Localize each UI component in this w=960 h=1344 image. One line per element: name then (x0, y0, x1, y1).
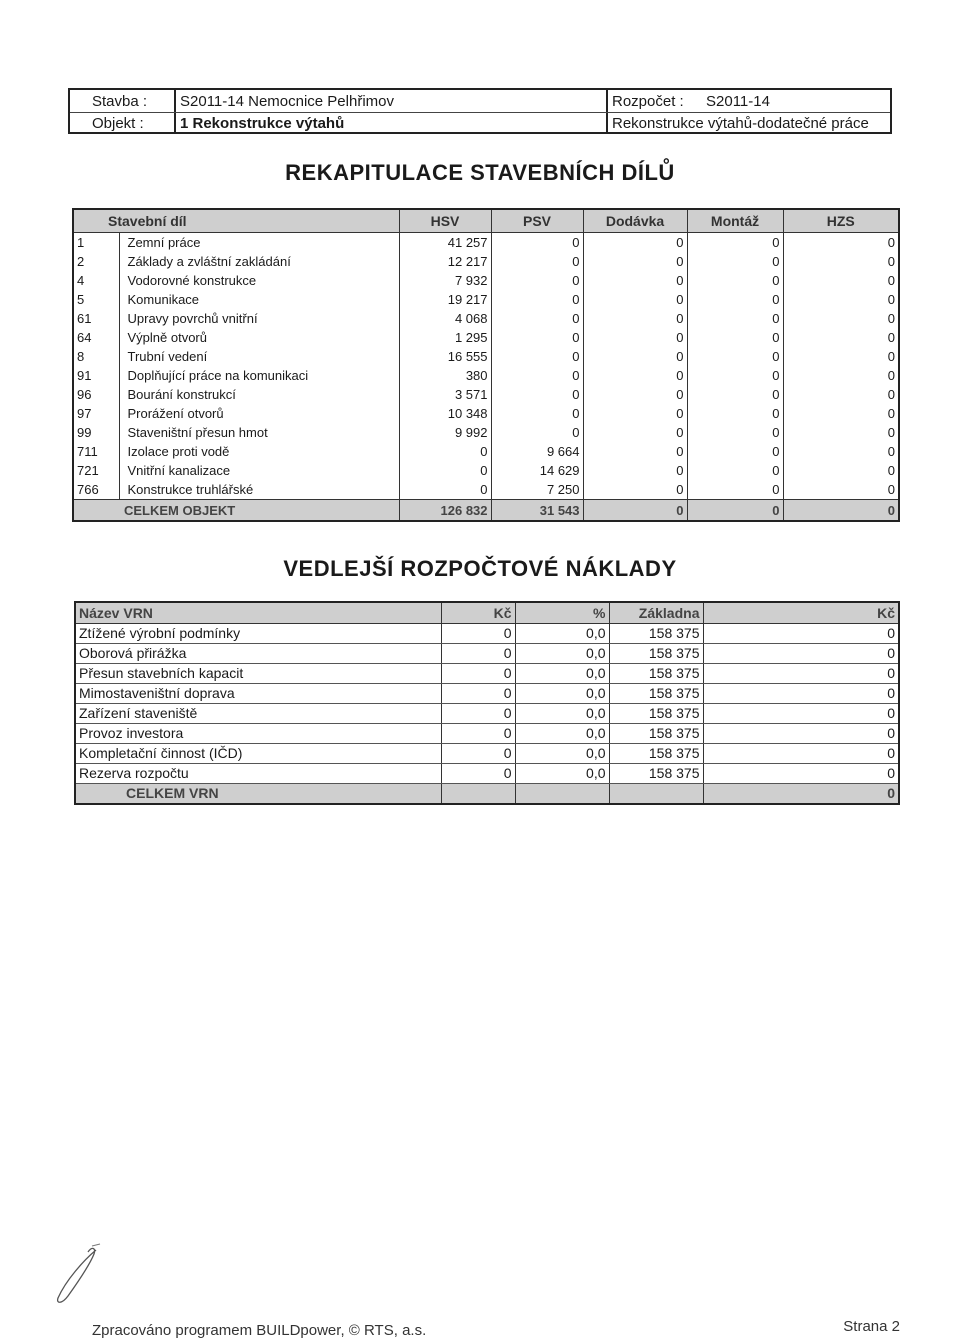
vrn-kc2: 0 (703, 624, 899, 644)
header-divider (174, 90, 176, 132)
objekt-value: 1 Rekonstrukce výtahů (180, 115, 345, 132)
row-dodavka: 0 (583, 423, 687, 442)
row-psv: 0 (491, 271, 583, 290)
row-hzs: 0 (783, 328, 899, 347)
row-montaz: 0 (687, 233, 783, 253)
vrn-zakladna: 158 375 (609, 684, 703, 704)
row-hsv: 380 (399, 366, 491, 385)
row-montaz: 0 (687, 480, 783, 500)
header-rule (70, 112, 890, 113)
vrn-pct: 0,0 (515, 644, 609, 664)
recap-row (73, 328, 899, 347)
row-dodavka: 0 (583, 366, 687, 385)
vrn-kc2: 0 (703, 744, 899, 764)
row-name: Trubní vedení (119, 347, 399, 366)
row-hsv: 10 348 (399, 404, 491, 423)
row-hzs: 0 (783, 385, 899, 404)
row-code: 721 (73, 461, 119, 480)
recap-row (73, 347, 899, 366)
vrn-kc: 0 (441, 664, 515, 684)
row-montaz: 0 (687, 290, 783, 309)
row-psv: 0 (491, 290, 583, 309)
total-hsv: 126 832 (399, 500, 491, 522)
row-hzs: 0 (783, 252, 899, 271)
row-hsv: 1 295 (399, 328, 491, 347)
row-name: Doplňující práce na komunikaci (119, 366, 399, 385)
vrn-table (74, 601, 900, 805)
total-label: CELKEM OBJEKT (73, 500, 399, 522)
row-hsv: 9 992 (399, 423, 491, 442)
total-hzs: 0 (783, 500, 899, 522)
col-header-kc2: Kč (703, 602, 899, 624)
row-psv: 9 664 (491, 442, 583, 461)
vrn-name: Provoz investora (75, 724, 441, 744)
recap-row (73, 233, 899, 253)
row-code: 5 (73, 290, 119, 309)
row-name: Zemní práce (119, 233, 399, 253)
row-code: 8 (73, 347, 119, 366)
vrn-row (75, 684, 899, 704)
row-hzs: 0 (783, 271, 899, 290)
row-montaz: 0 (687, 461, 783, 480)
vrn-pct: 0,0 (515, 724, 609, 744)
recap-row (73, 480, 899, 500)
vrn-zakladna: 158 375 (609, 644, 703, 664)
row-psv: 0 (491, 347, 583, 366)
vrn-zakladna: 158 375 (609, 764, 703, 784)
vrn-name: Rezerva rozpočtu (75, 764, 441, 784)
recap-row (73, 461, 899, 480)
footer-program: Zpracováno programem BUILDpower, © RTS, a.s. (92, 1322, 427, 1339)
col-header-stavebni-dil: Stavební díl (73, 209, 399, 233)
row-hzs: 0 (783, 461, 899, 480)
recap-row (73, 290, 899, 309)
row-hsv: 0 (399, 480, 491, 500)
col-header-nazev-vrn: Název VRN (75, 602, 441, 624)
stavba-value: S2011-14 Nemocnice Pelhřimov (180, 93, 394, 110)
row-hzs: 0 (783, 309, 899, 328)
vrn-pct: 0,0 (515, 684, 609, 704)
vrn-row (75, 624, 899, 644)
document-header (68, 88, 892, 134)
row-montaz: 0 (687, 328, 783, 347)
row-montaz: 0 (687, 366, 783, 385)
recap-row (73, 271, 899, 290)
row-hzs: 0 (783, 404, 899, 423)
row-montaz: 0 (687, 309, 783, 328)
rozpocet-value: S2011-14 (706, 93, 770, 110)
signature-mark (36, 1240, 116, 1310)
row-psv: 0 (491, 385, 583, 404)
vrn-zakladna: 158 375 (609, 664, 703, 684)
total-montaz: 0 (687, 500, 783, 522)
row-montaz: 0 (687, 423, 783, 442)
row-psv: 0 (491, 252, 583, 271)
row-name: Izolace proti vodě (119, 442, 399, 461)
row-code: 64 (73, 328, 119, 347)
row-hsv: 12 217 (399, 252, 491, 271)
row-hsv: 16 555 (399, 347, 491, 366)
recap-row (73, 385, 899, 404)
row-dodavka: 0 (583, 252, 687, 271)
row-montaz: 0 (687, 347, 783, 366)
row-hsv: 19 217 (399, 290, 491, 309)
vrn-total-empty (609, 784, 703, 805)
row-montaz: 0 (687, 252, 783, 271)
col-header-kc: Kč (441, 602, 515, 624)
row-psv: 0 (491, 309, 583, 328)
row-hsv: 3 571 (399, 385, 491, 404)
row-name: Vnitřní kanalizace (119, 461, 399, 480)
section-title-recap: REKAPITULACE STAVEBNÍCH DÍLŮ (285, 160, 675, 185)
vrn-name: Přesun stavebních kapacit (75, 664, 441, 684)
row-hsv: 7 932 (399, 271, 491, 290)
vrn-pct: 0,0 (515, 624, 609, 644)
recap-row (73, 309, 899, 328)
row-hsv: 0 (399, 461, 491, 480)
row-name: Upravy povrchů vnitřní (119, 309, 399, 328)
vrn-pct: 0,0 (515, 744, 609, 764)
row-hzs: 0 (783, 423, 899, 442)
row-code: 4 (73, 271, 119, 290)
row-hsv: 0 (399, 442, 491, 461)
vrn-kc2: 0 (703, 764, 899, 784)
row-code: 2 (73, 252, 119, 271)
row-name: Prorážení otvorů (119, 404, 399, 423)
vrn-row (75, 664, 899, 684)
vrn-row (75, 764, 899, 784)
row-dodavka: 0 (583, 290, 687, 309)
row-hsv: 4 068 (399, 309, 491, 328)
row-code: 766 (73, 480, 119, 500)
row-montaz: 0 (687, 442, 783, 461)
vrn-kc: 0 (441, 704, 515, 724)
row-code: 1 (73, 233, 119, 253)
row-dodavka: 0 (583, 347, 687, 366)
recap-row (73, 442, 899, 461)
recap-total-row (73, 500, 899, 522)
vrn-row (75, 644, 899, 664)
row-psv: 14 629 (491, 461, 583, 480)
rozpocet-name: Rekonstrukce výtahů-dodatečné práce (612, 115, 869, 132)
vrn-kc: 0 (441, 744, 515, 764)
section-title-vrn: VEDLEJŠÍ ROZPOČTOVÉ NÁKLADY (283, 556, 677, 581)
vrn-pct: 0,0 (515, 764, 609, 784)
row-dodavka: 0 (583, 461, 687, 480)
vrn-kc2: 0 (703, 684, 899, 704)
vrn-row (75, 744, 899, 764)
vrn-kc: 0 (441, 724, 515, 744)
vrn-name: Mimostaveništní doprava (75, 684, 441, 704)
footer-page: Strana 2 (843, 1318, 900, 1335)
row-montaz: 0 (687, 385, 783, 404)
row-hzs: 0 (783, 290, 899, 309)
vrn-total-label: CELKEM VRN (75, 784, 441, 805)
row-dodavka: 0 (583, 271, 687, 290)
row-dodavka: 0 (583, 328, 687, 347)
col-header-montaz: Montáž (687, 209, 783, 233)
row-hzs: 0 (783, 366, 899, 385)
vrn-pct: 0,0 (515, 704, 609, 724)
row-code: 97 (73, 404, 119, 423)
vrn-row (75, 704, 899, 724)
row-code: 99 (73, 423, 119, 442)
row-hsv: 41 257 (399, 233, 491, 253)
vrn-zakladna: 158 375 (609, 724, 703, 744)
vrn-total-empty (515, 784, 609, 805)
col-header-pct: % (515, 602, 609, 624)
total-psv: 31 543 (491, 500, 583, 522)
row-psv: 0 (491, 233, 583, 253)
vrn-row (75, 724, 899, 744)
vrn-kc: 0 (441, 764, 515, 784)
col-header-hsv: HSV (399, 209, 491, 233)
row-hzs: 0 (783, 347, 899, 366)
row-code: 711 (73, 442, 119, 461)
col-header-hzs: HZS (783, 209, 899, 233)
row-psv: 7 250 (491, 480, 583, 500)
vrn-zakladna: 158 375 (609, 704, 703, 724)
row-hzs: 0 (783, 480, 899, 500)
vrn-total-row (75, 784, 899, 805)
vrn-kc2: 0 (703, 664, 899, 684)
row-name: Staveništní přesun hmot (119, 423, 399, 442)
row-psv: 0 (491, 328, 583, 347)
header-divider (606, 90, 608, 132)
recap-row (73, 423, 899, 442)
col-header-psv: PSV (491, 209, 583, 233)
row-psv: 0 (491, 366, 583, 385)
vrn-zakladna: 158 375 (609, 744, 703, 764)
vrn-pct: 0,0 (515, 664, 609, 684)
vrn-total-empty (441, 784, 515, 805)
row-dodavka: 0 (583, 309, 687, 328)
row-dodavka: 0 (583, 385, 687, 404)
col-header-dodavka: Dodávka (583, 209, 687, 233)
vrn-kc: 0 (441, 624, 515, 644)
row-dodavka: 0 (583, 480, 687, 500)
row-code: 96 (73, 385, 119, 404)
vrn-name: Oborová přirážka (75, 644, 441, 664)
vrn-kc2: 0 (703, 704, 899, 724)
vrn-name: Ztížené výrobní podmínky (75, 624, 441, 644)
row-montaz: 0 (687, 271, 783, 290)
row-name: Vodorovné konstrukce (119, 271, 399, 290)
row-code: 91 (73, 366, 119, 385)
recap-row (73, 366, 899, 385)
row-code: 61 (73, 309, 119, 328)
vrn-name: Zařízení staveniště (75, 704, 441, 724)
vrn-kc2: 0 (703, 644, 899, 664)
row-dodavka: 0 (583, 404, 687, 423)
recap-row (73, 404, 899, 423)
total-dodavka: 0 (583, 500, 687, 522)
vrn-total-kc2: 0 (703, 784, 899, 805)
row-hzs: 0 (783, 233, 899, 253)
recap-row (73, 252, 899, 271)
col-header-zakladna: Základna (609, 602, 703, 624)
vrn-name: Kompletační činnost (IČD) (75, 744, 441, 764)
vrn-zakladna: 158 375 (609, 624, 703, 644)
row-name: Konstrukce truhlářské (119, 480, 399, 500)
stavba-label: Stavba : (92, 93, 148, 110)
row-psv: 0 (491, 423, 583, 442)
row-montaz: 0 (687, 404, 783, 423)
row-name: Základy a zvláštní zakládání (119, 252, 399, 271)
objekt-label: Objekt : (92, 115, 144, 132)
recap-table (72, 208, 900, 522)
row-hzs: 0 (783, 442, 899, 461)
row-psv: 0 (491, 404, 583, 423)
row-name: Bourání konstrukcí (119, 385, 399, 404)
row-name: Výplně otvorů (119, 328, 399, 347)
vrn-header-row (75, 602, 899, 624)
row-name: Komunikace (119, 290, 399, 309)
row-dodavka: 0 (583, 233, 687, 253)
recap-header-row (73, 209, 899, 233)
vrn-kc2: 0 (703, 724, 899, 744)
row-dodavka: 0 (583, 442, 687, 461)
rozpocet-label: Rozpočet : (612, 93, 684, 110)
vrn-kc: 0 (441, 644, 515, 664)
vrn-kc: 0 (441, 684, 515, 704)
